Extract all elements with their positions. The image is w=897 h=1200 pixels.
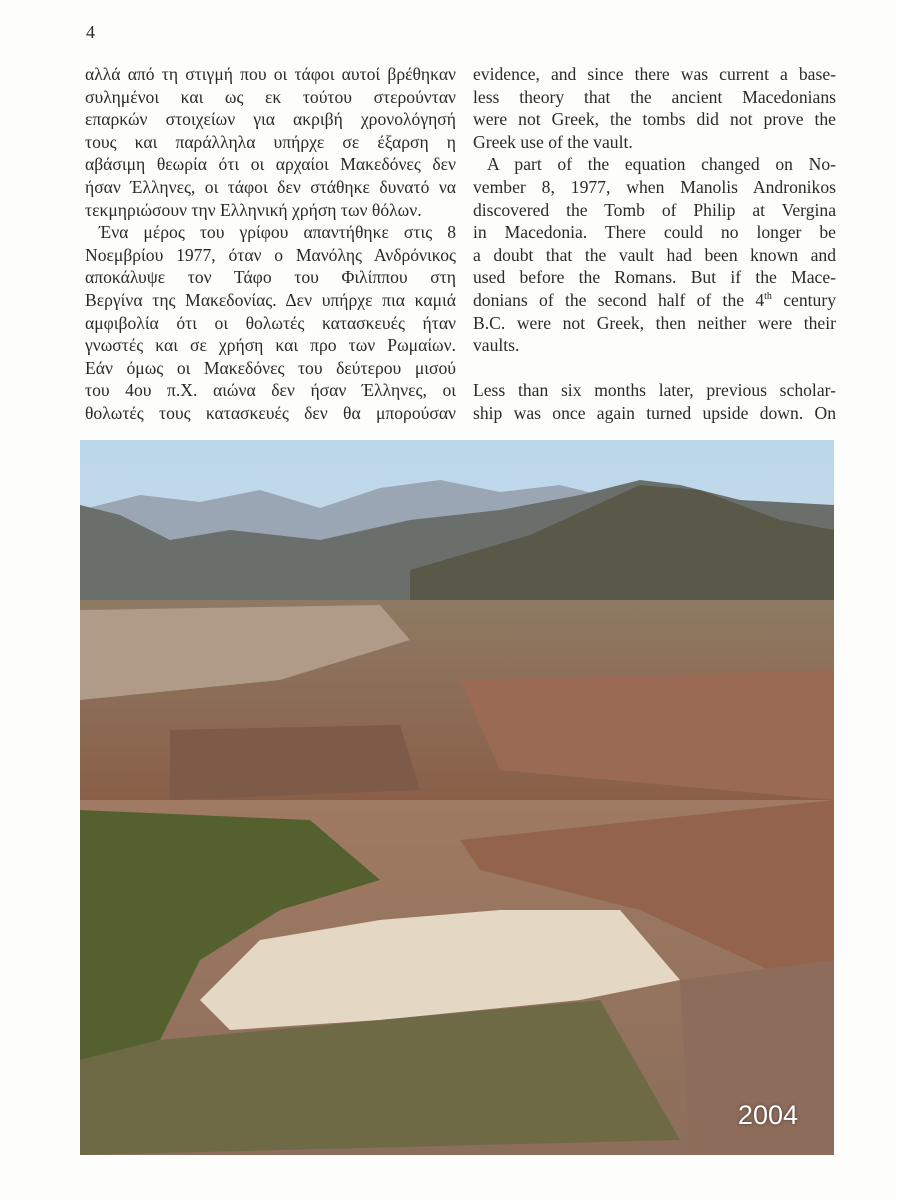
greek-text-column [85, 63, 456, 425]
text-line: Βεργίνα της Μακεδονίας. Δεν υπήρχε πια καμιά [85, 289, 456, 310]
text-line: evidence, and since there was current a base- [473, 64, 836, 84]
text-line: Νοεμβρίου 1977, όταν ο Μανόλης Ανδρόνικος [85, 244, 456, 265]
text-line: επαρκών στοιχείων για ακριβή χρονολόγησή [85, 109, 456, 130]
text-line: used before the Romans. But if the Mace- [473, 267, 836, 288]
text-line: Ένα μέρος του γρίφου απαντήθηκε στις 8 [99, 222, 456, 243]
text-line: του 4ου π.Χ. αιώνα δεν ήσαν Έλληνες, οι [85, 380, 456, 401]
page-number: 4 [86, 22, 95, 42]
landscape-illustration [80, 440, 834, 1155]
text-line: Εάν όμως οι Μακεδόνες του δεύτερου μισού [85, 357, 456, 378]
text-line: αμφιβολία ότι οι θολωτές κατασκευές ήταν [85, 312, 456, 333]
english-paragraph-1 [473, 63, 836, 153]
text-line: ήσαν Έλληνες, οι τάφοι δεν στάθηκε δυνατό να [85, 176, 456, 197]
text-line: συλημένοι και ως εκ τούτου στερούνταν [85, 86, 456, 107]
text-line: were not Greek, the tombs did not prove the [473, 109, 836, 130]
text-line: ship was once again turned upside down. On [473, 402, 836, 423]
text-line: τους και παράλληλα υπήρχε σε έξαρση η [85, 131, 456, 152]
photo-year-label: 2004 [737, 1100, 798, 1130]
text-line: donians of the second half of the 4th century [473, 289, 836, 310]
text-line: Less than six months later, previous scholar- [473, 380, 836, 401]
aerial-photograph [80, 440, 834, 1155]
text-line: A part of the equation changed on No- [487, 154, 836, 175]
text-line: αβάσιμη θεωρία ότι οι αρχαίοι Μακεδόνες δεν [85, 154, 456, 175]
text-line: a doubt that the vault had been known and [473, 244, 836, 265]
text-line: τεκμηριώσουν την Ελληνική χρήση των θόλων. [85, 199, 422, 220]
text-line: B.C. were not Greek, then neither were their [473, 312, 836, 333]
english-paragraph-2-tail [473, 312, 836, 357]
greek-paragraph [85, 63, 456, 221]
text-line: vaults. [473, 335, 520, 356]
english-text-column [473, 63, 836, 425]
text-line: in Macedonia. There could no longer be [473, 222, 836, 243]
text-line: γνωστές και σε χρήση και προ των Ρωμαίων. [85, 335, 456, 356]
vineyards [170, 725, 420, 800]
text-line: discovered the Tomb of Philip at Vergina [473, 199, 836, 220]
text-line: less theory that the ancient Macedonians [473, 86, 836, 107]
greek-paragraph [85, 221, 456, 424]
text-line: vember 8, 1977, when Manolis Andronikos [473, 176, 836, 197]
text-line: αποκάλυψε τον Τάφο του Φιλίππου στη [85, 267, 456, 288]
english-paragraph-3 [473, 379, 836, 424]
english-paragraph-2 [473, 153, 836, 289]
text-line: Greek use of the vault. [473, 131, 633, 152]
text-line: αλλά από τη στιγμή που οι τάφοι αυτοί βρέθηκαν [85, 64, 456, 84]
text-line: θολωτές τους κατασκευές δεν θα μπορούσαν [85, 402, 456, 423]
